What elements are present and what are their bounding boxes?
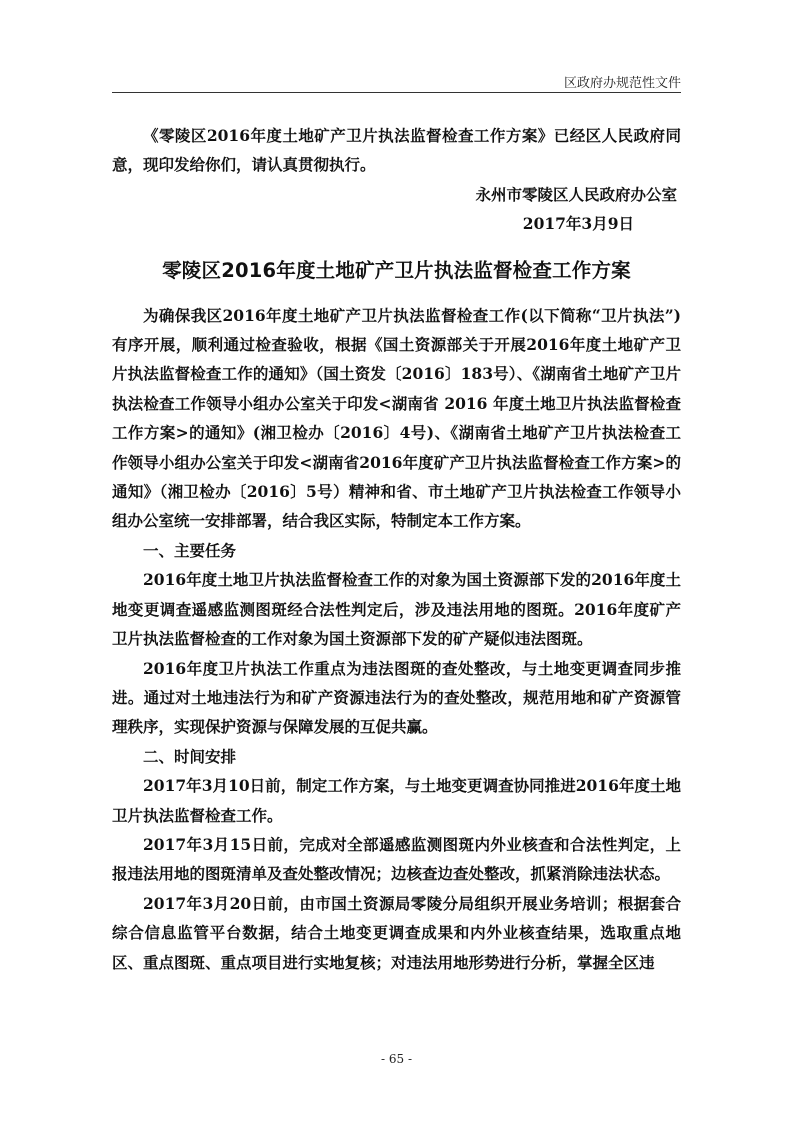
intro-paragraph: 为确保我区2016年度土地矿产卫片执法监督检查工作(以下简称“卫片执法”)有序开展，顺利通过检查验收，根据《国土资源部关于开展2016年度土地矿产卫片执法监督检查工作的通知》（国土资发〔2016〕183号）、《湖南省土地矿产卫片执法检查工作领导小组办公室关于印发<湖南省 2016 年度土地卫片执法监督检查工作方案>的通知》(湘卫检办〔2016〕4号)、《湖南省土地矿产卫片执法检查工作领导小组办公室关于印发<湖南省2016年度矿产卫片执法监督检查工作方案>的通知》（湘卫检办〔2016〕5号）精神和省、市土地矿产卫片执法检查工作领导小组办公室统一安排部署，结合我区实际，特制定本工作方案。 [112,305,681,531]
section-heading-schedule: 二、时间安排 [143,746,237,766]
schedule-paragraph-3: 2017年3月20日前，由市国土资源局零陵分局组织开展业务培训；根据套合综合信息监管平台数据，结合土地变更调查成果和内外业核查结果，选取重点地区、重点图斑、重点项目进行实地复核；对违法用地形势进行分析，掌握全区违 [112,893,681,972]
page-content [112,121,681,977]
running-header: 区政府办规范性文件 [563,76,681,91]
section-heading-tasks: 一、主要任务 [143,540,237,560]
notice-issuer: 永州市零陵区人民政府办公室 [475,184,677,204]
tasks-paragraph-1: 2016年度土地卫片执法监督检查工作的对象为国土资源部下发的2016年度土地变更调查遥感监测图斑经合法性判定后，涉及违法用地的图斑。2016年度矿产卫片执法监督检查的工作对象为国土资源部下发的矿产疑似违法图斑。 [112,570,681,649]
header-divider [112,92,681,93]
page-number: - 65 - [380,1052,412,1066]
tasks-paragraph-2: 2016年度卫片执法工作重点为违法图斑的查处整改，与土地变更调查同步推进。通过对土地违法行为和矿产资源违法行为的查处整改，规范用地和矿产资源管理秩序，实现保护资源与保障发展的互促共赢。 [112,658,681,737]
document-title: 零陵区2016年度土地矿产卫片执法监督检查工作方案 [162,258,631,282]
schedule-paragraph-1: 2017年3月10日前，制定工作方案，与土地变更调查协同推进2016年度土地卫片执法监督检查工作。 [112,776,681,825]
schedule-paragraph-2: 2017年3月15日前，完成对全部遥感监测图斑内外业核查和合法性判定，上报违法用地的图斑清单及查处整改情况；边核查边查处整改，抓紧消除违法状态。 [112,834,681,884]
notice-body: 《零陵区2016年度土地矿产卫片执法监督检查工作方案》已经区人民政府同意，现印发给你们，请认真贯彻执行。 [112,126,681,175]
notice-date: 2017年3月9日 [522,214,634,234]
